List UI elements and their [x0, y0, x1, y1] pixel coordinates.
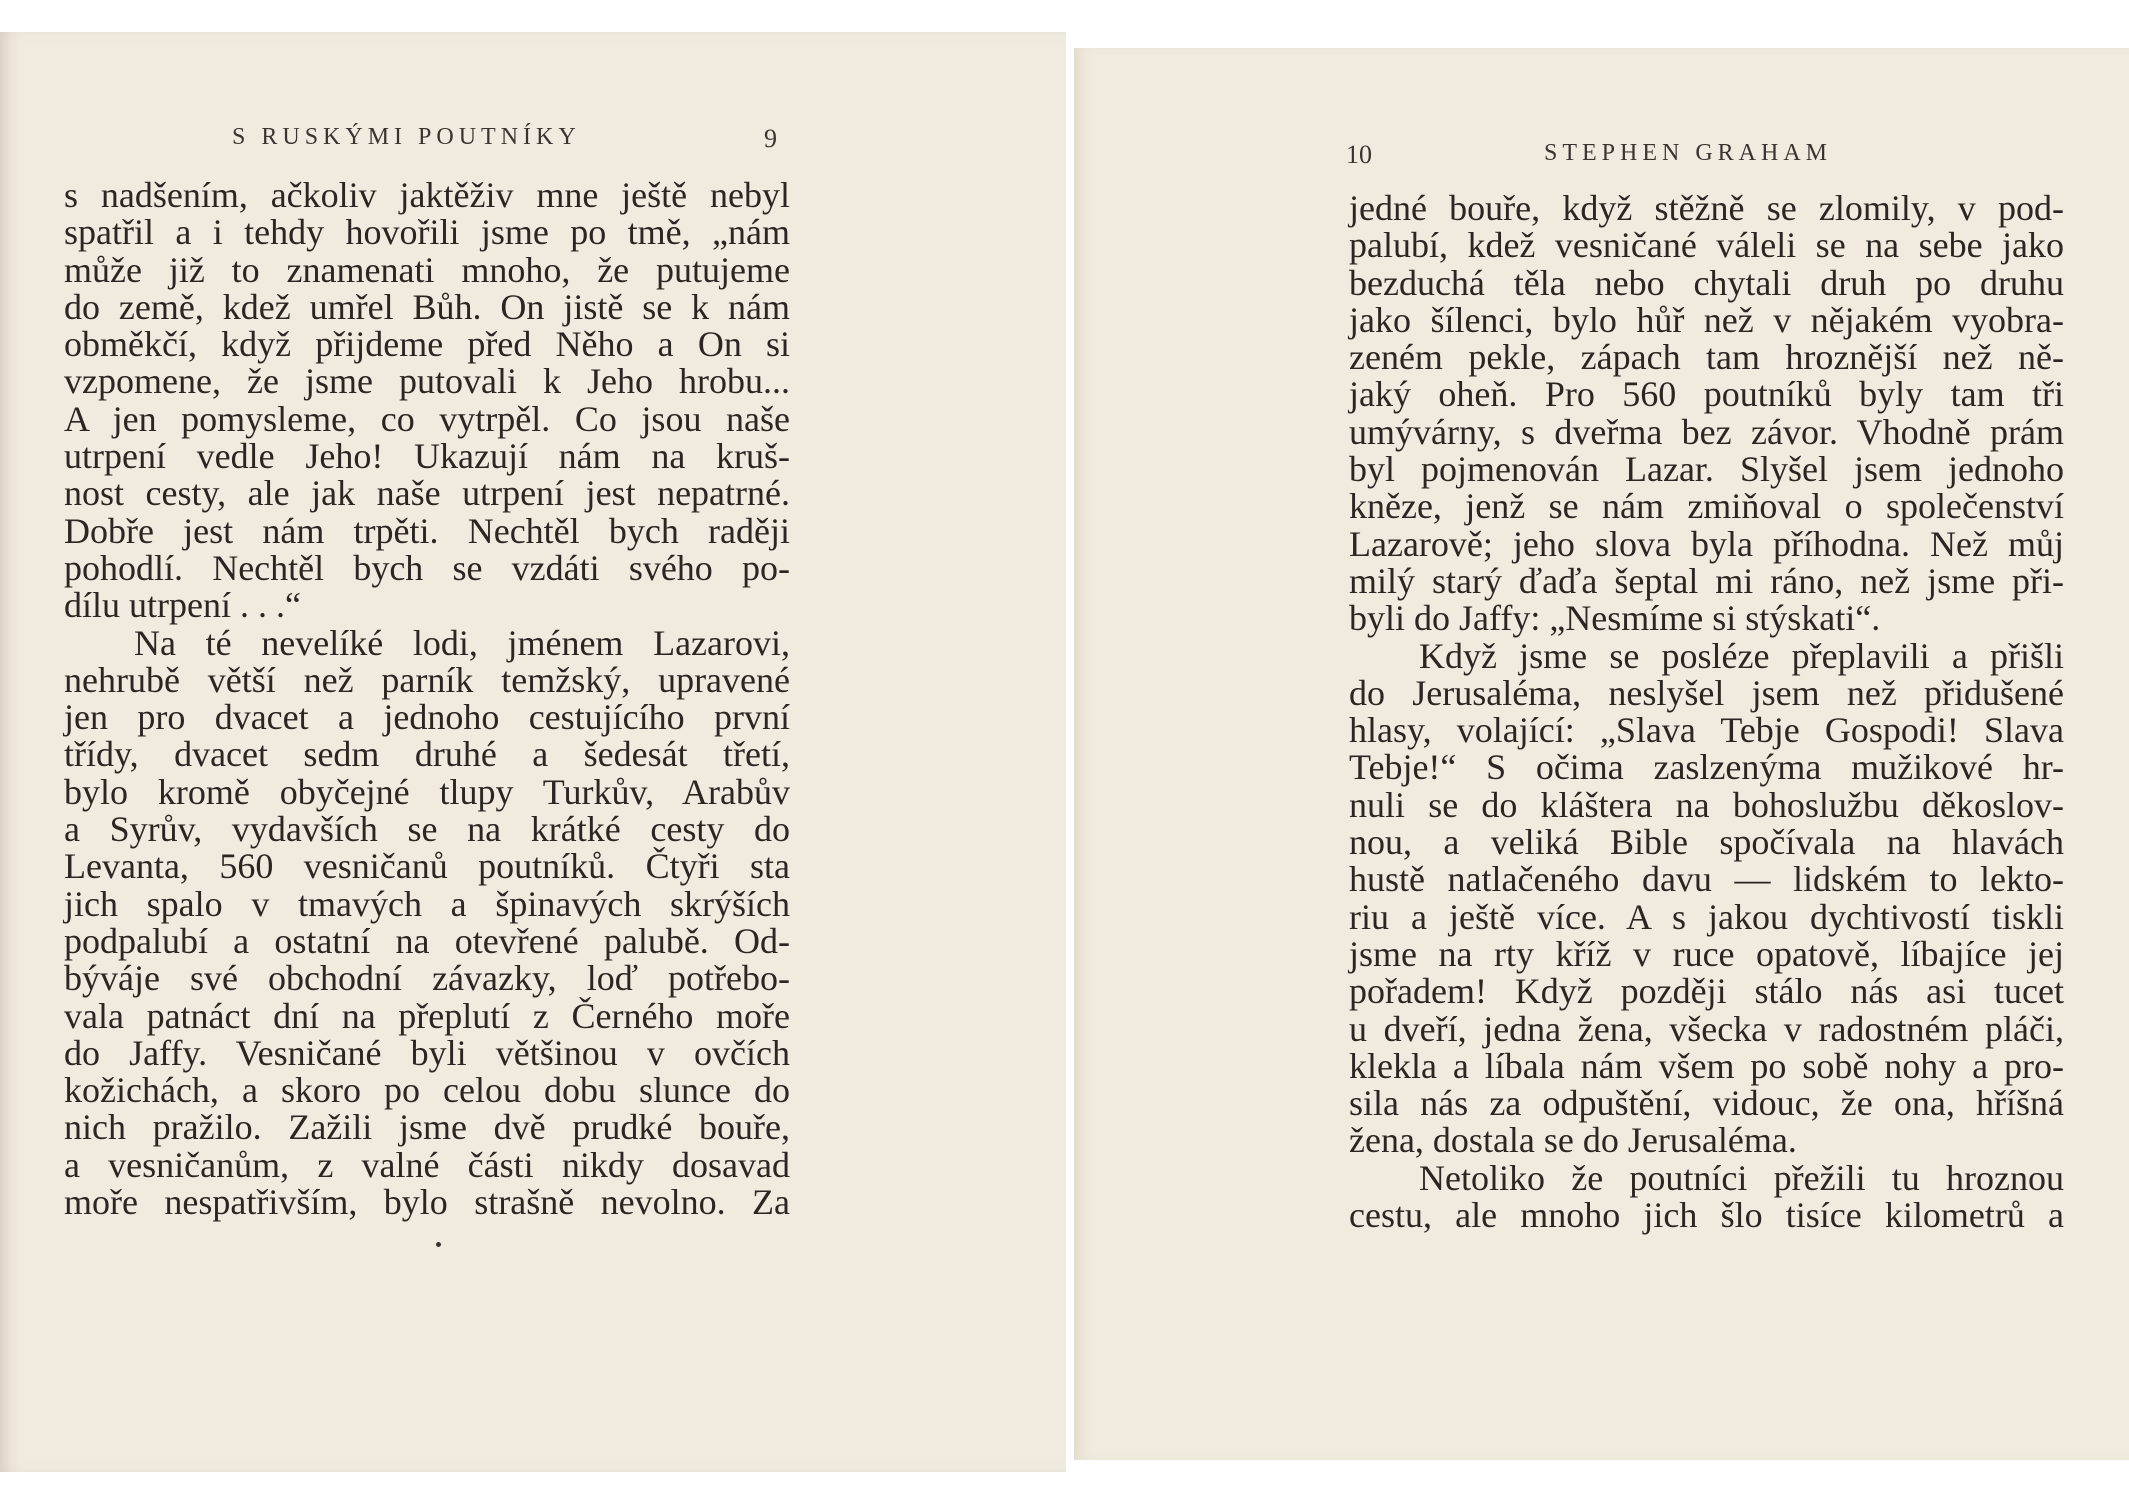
text-line: Lazarově; jeho slova byla příhodna. Než můj	[1349, 523, 2064, 564]
text-line: může již to znamenati mnoho, že putujeme	[64, 249, 790, 290]
text-line: s nadšením, ačkoliv jaktěživ mne ještě nebyl	[64, 175, 790, 215]
left-page	[0, 32, 1066, 1472]
text-line: Když jsme se posléze přeplavili a přišli	[1419, 635, 2064, 676]
text-line: utrpení vedle Jeho! Ukazují nám na kruš-	[64, 436, 790, 477]
text-line: jsme na rty kříž v ruce opatově, líbajíce jej	[1349, 933, 2064, 974]
text-line: býváje své obchodní závazky, loď potřebo-	[64, 958, 790, 999]
text-line: jich spalo v tmavých a špinavých skrýších	[64, 883, 790, 924]
text-line: Tebje!“ S očima zaslzenýma mužikové hr-	[1349, 747, 2064, 788]
text-line: klekla a líbala nám všem po sobě nohy a pro-	[1349, 1045, 2064, 1086]
text-line: jaký oheň. Pro 560 poutníků byly tam tři	[1349, 374, 2064, 415]
text-line: bezduchá těla nebo chytali druh po druhu	[1349, 262, 2064, 303]
text-line: nost cesty, ale jak naše utrpení jest nepatrné.	[64, 473, 790, 514]
left-running-head: S RUSKÝMI POUTNÍKY	[232, 124, 581, 150]
text-line: nou, a veliká Bible spočívala na hlavách	[1349, 822, 2064, 863]
text-line: nuli se do kláštera na bohoslužbu děkoslov-	[1349, 784, 2064, 825]
text-line: A jen pomysleme, co vytrpěl. Co jsou naše	[64, 398, 790, 439]
text-line: dílu utrpení . . .“	[64, 585, 301, 626]
text-line: hlasy, volající: „Slava Tebje Gospodi! Slava	[1349, 710, 2064, 751]
text-line: pořadem! Když později stálo nás asi tucet	[1349, 971, 2064, 1012]
ink-speck	[436, 1242, 441, 1247]
text-line: nich pražilo. Zažili jsme dvě prudké bouře,	[64, 1107, 790, 1148]
text-line: zeném pekle, zápach tam hroznější než ně-	[1349, 337, 2064, 378]
text-line: u dveří, jedna žena, všecka v radostném pláči,	[1349, 1008, 2064, 1049]
text-line: nehrubě větší než parník temžský, upravené	[64, 659, 790, 700]
text-line: hustě natlačeného davu — lidském to lekto-	[1349, 859, 2064, 900]
text-line: bylo kromě obyčejné tlupy Turkův, Arabův	[64, 771, 790, 812]
text-line: a vesničanům, z valné části nikdy dosavad	[64, 1144, 790, 1185]
text-line: sila nás za odpuštění, vidouc, že ona, hříšná	[1349, 1083, 2064, 1124]
text-line: třídy, dvacet sedm druhé a šedesát třetí,	[64, 734, 790, 775]
text-line: vala patnáct dní na přeplutí z Černého moře	[64, 995, 790, 1036]
right-running-head: STEPHEN GRAHAM	[1544, 140, 1833, 166]
text-line: riu a ještě více. A s jakou dychtivostí tiskli	[1349, 896, 2064, 937]
text-line: jen pro dvacet a jednoho cestujícího první	[64, 697, 790, 738]
text-line: cestu, ale mnoho jich šlo tisíce kilometrů a	[1349, 1195, 2064, 1236]
text-line: Levanta, 560 vesničanů poutníků. Čtyři sta	[64, 846, 790, 887]
text-line: do Jerusaléma, neslyšel jsem než přidušené	[1349, 672, 2064, 713]
text-line: jako šílenci, bylo hůř než v nějakém vyobra-	[1349, 299, 2064, 340]
right-page	[1074, 48, 2129, 1460]
text-line: kožichách, a skoro po celou dobu slunce do	[64, 1070, 790, 1111]
text-line: obměkčí, když přijdeme před Něho a On si	[64, 324, 790, 365]
text-line: moře nespatřivším, bylo strašně nevolno. Za	[64, 1182, 790, 1223]
right-page-number: 10	[1346, 140, 1372, 169]
text-line: byli do Jaffy: „Nesmíme si stýskati“.	[1349, 598, 1881, 639]
text-line: palubí, kdež vesničané váleli se na sebe jako	[1349, 225, 2064, 266]
text-line: do země, kdež umřel Bůh. On jistě se k nám	[64, 286, 790, 327]
text-line: podpalubí a ostatní na otevřené palubě. Od-	[64, 920, 790, 961]
text-line: byl pojmenován Lazar. Slyšel jsem jednoho	[1349, 449, 2064, 490]
right-body-text	[1349, 190, 2064, 1234]
left-body-text	[64, 177, 790, 1221]
text-line: Dobře jest nám trpěti. Nechtěl bych raději	[64, 510, 790, 551]
text-line: Netoliko že poutníci přežili tu hroznou	[1419, 1157, 2064, 1198]
text-line: vzpomene, že jsme putovali k Jeho hrobu...	[64, 361, 790, 402]
text-line: milý starý ďaďa šeptal mi ráno, než jsme při-	[1349, 560, 2064, 601]
text-line: do Jaffy. Vesničané byli většinou v ovčích	[64, 1032, 790, 1073]
text-line: jedné bouře, když stěžně se zlomily, v pod-	[1349, 188, 2064, 228]
text-line: a Syrův, vydavších se na krátké cesty do	[64, 809, 790, 850]
text-line: umývárny, s dveřma bez závor. Vhodně prám	[1349, 411, 2064, 452]
text-line: Na té nevelíké lodi, jménem Lazarovi,	[134, 622, 790, 663]
text-line: pohodlí. Nechtěl bych se vzdáti svého po-	[64, 547, 790, 588]
left-page-number: 9	[764, 124, 777, 153]
text-line: spatřil a i tehdy hovořili jsme po tmě, „nám	[64, 212, 790, 253]
text-line: kněze, jenž se nám zmiňoval o společenství	[1349, 486, 2064, 527]
text-line: žena, dostala se do Jerusaléma.	[1349, 1120, 1797, 1161]
